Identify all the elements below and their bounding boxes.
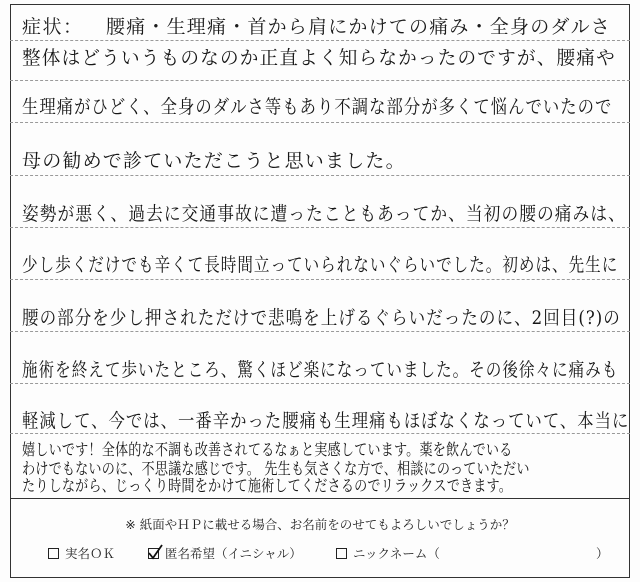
ruled-line <box>10 331 630 332</box>
comment-line-3: 母の勧めで診ていただこうと思いました。 <box>22 150 406 172</box>
ruled-line <box>10 279 630 280</box>
ruled-line <box>10 40 630 41</box>
symptom-label: 症状： <box>22 16 84 38</box>
nickname-close-paren: ） <box>596 546 609 561</box>
ruled-line <box>10 175 630 176</box>
comment-line-6: 腰の部分を少し押されただけで悲鳴を上げるぐらいだったのに、2回目(?)の <box>22 307 621 329</box>
comment-line-9: 嬉しいです！全体的な不調も改善されてるなぁと実感しています。薬を飲んでいる <box>22 440 513 459</box>
comment-line-1: 整体はどういうものなのか正直よく知らなかったのですが、腰痛や <box>22 47 616 69</box>
option-nickname-label: ニックネーム（ <box>353 546 440 561</box>
symptom-value: 腰痛・生理痛・首から肩にかけての痛み・全身のダルさ <box>106 16 612 38</box>
ruled-line <box>10 80 630 81</box>
checkbox-nickname[interactable] <box>336 548 347 559</box>
comment-line-2: 生理痛がひどく、全身のダルさ等もあり不調な部分が多くて悩んでいたので <box>22 96 613 118</box>
ruled-line <box>10 122 630 123</box>
comment-line-4: 姿勢が悪く、過去に交通事故に遭ったこともあってか、当初の腰の痛みは、 <box>22 203 626 225</box>
ruled-line <box>10 227 630 228</box>
ruled-line <box>10 433 630 434</box>
comment-line-7: 施術を終えて歩いたところ、驚くほど楽になっていました。その後徐々に痛みも <box>22 359 619 381</box>
comment-line-11: たりしながら、じっくり時間をかけて施術してくださるのでリラックスできます。 <box>22 476 513 495</box>
option-real-name[interactable] <box>48 544 115 562</box>
publication-consent-question: ※ 紙面やＨＰに載せる場合、お名前をのせてもよろしいでしょうか？ <box>125 517 515 532</box>
ruled-line <box>10 383 630 384</box>
comment-line-8: 軽減して、今では、一番辛かった腰痛も生理痛もほぼなくなっていて、本当に <box>22 410 630 432</box>
comment-line-5: 少し歩くだけでも辛くて長時間立っていられないぐらいでした。初めは、先生に <box>22 254 619 276</box>
option-real-name-label: 実名ＯＫ <box>65 546 116 561</box>
comment-line-10: わけでもないのに、不思議な感じです。 先生も気さくな方で、相談にのっていただい <box>22 459 530 478</box>
checkbox-real-name[interactable] <box>48 548 59 559</box>
option-nickname[interactable] <box>336 544 440 562</box>
option-anonymous-initials[interactable] <box>148 544 302 562</box>
checkmark-icon <box>147 544 163 560</box>
option-anonymous-initials-label: 匿名希望（イニシャル） <box>165 546 302 561</box>
checkbox-anonymous-initials[interactable] <box>148 548 159 559</box>
footer-divider <box>10 498 630 499</box>
